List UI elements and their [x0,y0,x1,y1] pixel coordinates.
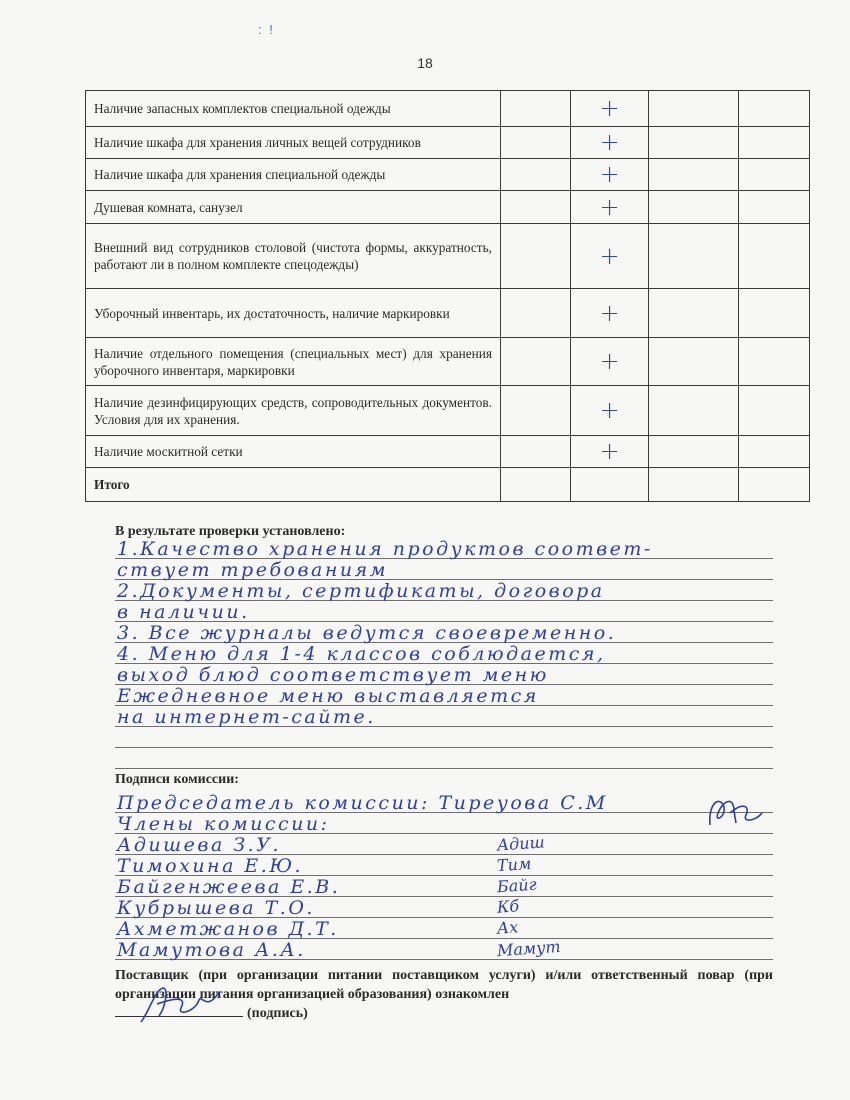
member-signature: Тим [496,853,532,876]
compliance-mark: + [571,436,649,468]
commission-title: Подписи комиссии: [115,772,239,787]
criterion-cell: Наличие москитной сетки [86,436,501,468]
criterion-cell: Уборочный инвентарь, их достаточность, наличие маркировки [86,289,501,338]
table-row [86,224,810,289]
empty-cell [501,386,571,436]
finding-line: Ежедневное меню выставляется [115,685,773,706]
supplier-signature [135,982,225,1028]
member-signature: Байг [496,874,538,897]
member-name: Кубрышева Т.О. [117,897,315,919]
table-row [86,289,810,338]
empty-cell [739,91,810,127]
member-signature: Ах [496,917,519,938]
criterion-cell: Наличие дезинфицирующих средств, сопроводительных документов. Условия для их хранения. [86,386,501,436]
empty-cell [739,386,810,436]
empty-cell [739,289,810,338]
member-name: Байгенжеева Е.В. [117,876,341,898]
finding-line: 1.Качество хранения продуктов соответ- [115,538,773,559]
member-name: Мамутова А.А. [117,939,306,961]
empty-cell [649,338,739,386]
member-line [115,876,773,897]
finding-line: выход блюд соответствует меню [115,664,773,685]
empty-cell [649,386,739,436]
compliance-mark: + [571,224,649,289]
criterion-cell: Наличие шкафа для хранения специальной одежды [86,159,501,191]
empty-cell [501,289,571,338]
compliance-mark: + [571,91,649,127]
empty-cell [649,91,739,127]
finding-line [115,748,773,769]
member-name: Адишева З.У. [117,834,281,856]
finding-line: 4. Меню для 1-4 классов соблюдается, [115,643,773,664]
table-row [86,191,810,224]
empty-cell [649,289,739,338]
supplier-text: Поставщик (при организации питании поставщиком услуги) и/или ответственный повар (при организации питания организацией образования) ознакомлен [115,968,773,1002]
empty-cell [571,468,649,502]
empty-cell [501,224,571,289]
member-signature: Адиш [496,832,546,855]
criterion-cell: Наличие шкафа для хранения личных вещей сотрудников [86,127,501,159]
member-line [115,855,773,876]
empty-cell [649,436,739,468]
empty-cell [501,191,571,224]
table-row [86,386,810,436]
empty-cell [649,127,739,159]
member-name: Ахметжанов Д.Т. [117,918,339,940]
empty-cell [739,468,810,502]
finding-line: 2.Документы, сертификаты, договора [115,580,773,601]
member-name: Тимохина Е.Ю. [117,855,304,877]
empty-cell [739,338,810,386]
chairman-signature [700,793,772,833]
chairman-line [115,792,773,813]
compliance-mark: + [571,127,649,159]
compliance-mark: + [571,159,649,191]
empty-cell [739,159,810,191]
member-line [115,918,773,939]
members-label: Члены комиссии: [117,813,330,835]
scan-mark: : ! [258,22,275,37]
empty-cell [739,436,810,468]
table-row [86,91,810,127]
compliance-mark: + [571,191,649,224]
member-line [115,834,773,855]
finding-line: на интернет-сайте. [115,706,773,727]
table-row [86,338,810,386]
empty-cell [501,338,571,386]
table-row [86,159,810,191]
criterion-cell: Внешний вид сотрудников столовой (чистота формы, аккуратность, работают ли в полном комплекте спецодежды) [86,224,501,289]
criterion-cell: Наличие запасных комплектов специальной одежды [86,91,501,127]
empty-cell [501,127,571,159]
compliance-mark: + [571,289,649,338]
member-line [115,897,773,918]
empty-cell [649,191,739,224]
commission-lines [115,792,773,960]
findings-lines [115,538,773,769]
empty-cell [739,127,810,159]
page-number: 18 [417,55,433,71]
finding-line: 3. Все журналы ведутся своевременно. [115,622,773,643]
empty-cell [649,224,739,289]
empty-cell [501,159,571,191]
finding-line: в наличии. [115,601,773,622]
chairman-text: Председатель комиссии: Тиреуова С.М [117,792,608,814]
empty-cell [649,468,739,502]
signature-caption: (подпись) [247,1006,308,1021]
finding-line [115,727,773,748]
empty-cell [739,224,810,289]
empty-cell [739,191,810,224]
member-signature: Кб [496,896,520,917]
empty-cell [501,91,571,127]
total-row [86,468,810,502]
table-row [86,436,810,468]
member-line [115,936,773,961]
criterion-cell: Наличие отдельного помещения (специальных мест) для хранения уборочного инвентаря, маркировки [86,338,501,386]
empty-cell [501,436,571,468]
inspection-table [85,90,810,502]
table-row [86,127,810,159]
compliance-mark: + [571,338,649,386]
empty-cell [649,159,739,191]
member-signature: Мамут [496,936,562,961]
compliance-mark: + [571,386,649,436]
criterion-cell: Душевая комната, санузел [86,191,501,224]
finding-line: ствует требованиям [115,559,773,580]
empty-cell [501,468,571,502]
total-label: Итого [86,468,501,502]
members-label-line [115,813,773,834]
findings-title: В результате проверки установлено: [115,524,346,539]
